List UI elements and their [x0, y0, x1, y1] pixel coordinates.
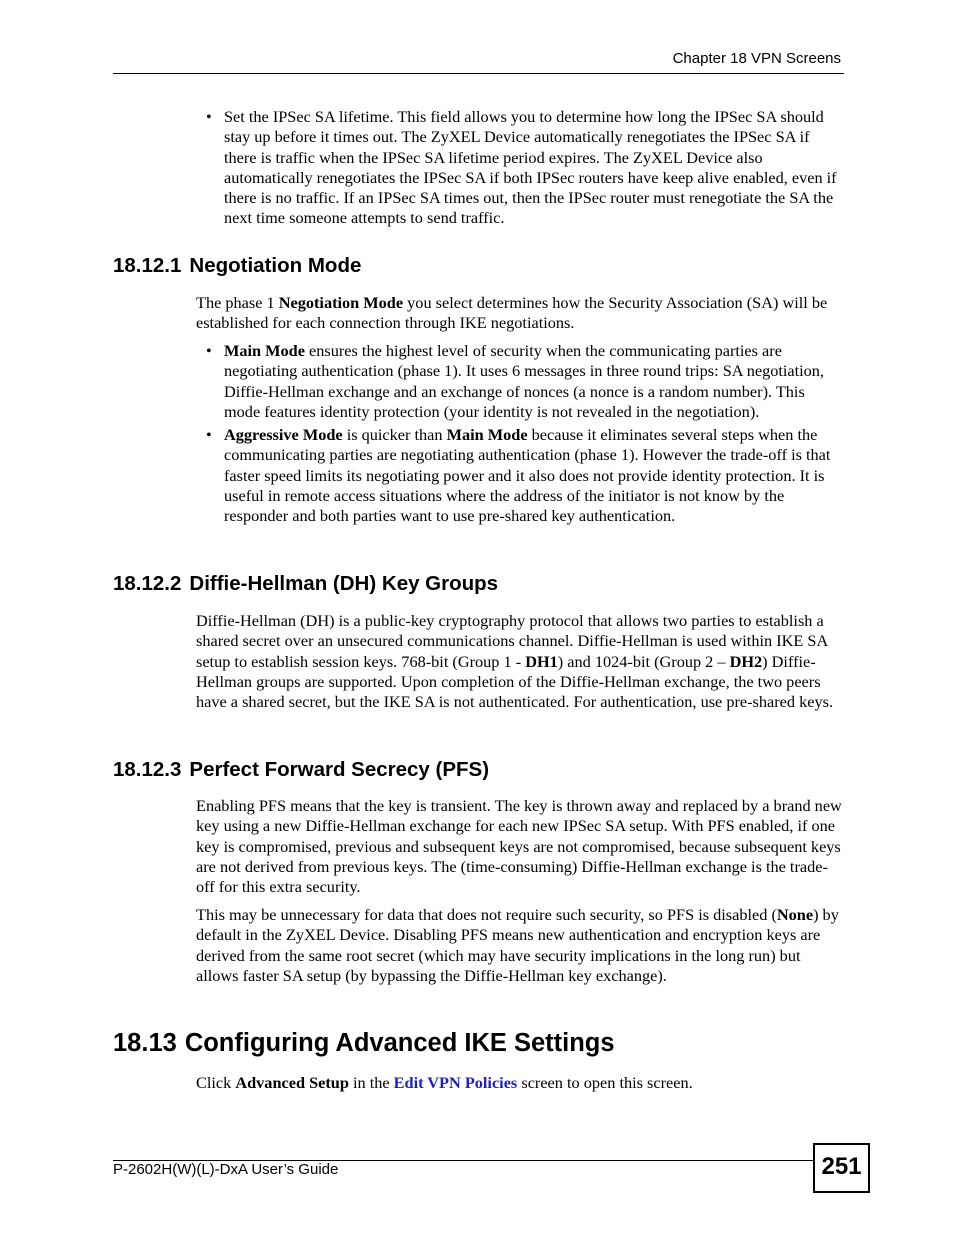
bold-term: Negotiation Mode	[278, 293, 404, 312]
text-run: The phase 1	[196, 293, 279, 312]
bold-term: DH2	[729, 651, 763, 671]
page-number: 251	[813, 1143, 870, 1193]
bold-term: Advanced Setup	[235, 1073, 349, 1092]
section-heading-pfs	[113, 758, 489, 782]
section-title: Diffie-Hellman (DH) Key Groups	[189, 572, 499, 595]
section-title: Configuring Advanced IKE Settings	[184, 1029, 615, 1057]
text-run: because it eliminates several steps when the communicating parties are negotiating authentication (phase 1). However the trade-off is that faster speed limits its negotiating power and it also does not provide identity protection. It is useful in remote access situations where the address of the initiator is not know by the responder and both parties want to use pre-shared key authentication.	[224, 425, 831, 526]
paragraph	[196, 293, 844, 334]
paragraph	[196, 905, 844, 986]
edit-vpn-policies-link[interactable]: Edit VPN Policies	[393, 1073, 518, 1092]
bold-term: Aggressive Mode	[224, 425, 343, 445]
bullet-icon: •	[206, 425, 212, 445]
section-heading-dh-key-groups	[113, 572, 498, 596]
bold-term: DH1	[525, 651, 558, 671]
paragraph: Enabling PFS means that the key is transient. The key is thrown away and replaced by a brand new key using a new Diffie-Hellman exchange for each new IPSec SA setup. With PFS enabled, if one key is compromised, previous and subsequent keys are not compromised, because subsequent keys are not derived from previous keys. The (time-consuming) Diffie-Hellman exchange is the trade-off for this extra security.	[196, 796, 842, 897]
bold-term: Main Mode	[446, 425, 528, 445]
text-run: ) Diffie-Hellman groups are supported. Upon completion of the Diffie-Hellman exchange, the two peers have a shared secret, but the IKE SA is not authenticated. For authentication, use pre-shared keys.	[196, 651, 834, 712]
section-heading-advanced-ike	[113, 1028, 615, 1058]
paragraph	[196, 1073, 844, 1093]
intro-bullet-list	[196, 107, 844, 229]
text-run: ) and 1024-bit (Group 2 –	[557, 651, 730, 671]
bold-term: None	[776, 905, 814, 924]
text-run: Diffie-Hellman (DH) is a public-key cryptography protocol that allows two parties to establish a shared secret over an unsecured communications channel. Diffie-Hellman is used within IKE SA setup to establish session keys. 768-bit (Group 1 -	[196, 611, 828, 671]
text-run: ensures the highest level of security when the communicating parties are negotiating authentication (phase 1). It uses 6 messages in three round trips: SA negotiation, Diffie-Hellman exchange and an exchange of nonces (a nonce is a random number). This mode features identity protection (your identity is not revealed in the negotiation).	[224, 341, 825, 421]
mode-bullet-list	[196, 341, 844, 527]
guide-title: P-2602H(W)(L)-DxA User’s Guide	[113, 1161, 339, 1178]
text-run: ) by default in the ZyXEL Device. Disabling PFS means new authentication and encryption keys are derived from the same root secret (which may have security implications in the long run) but allows faster SA setup (by bypassing the Diffie-Hellman key exchange).	[196, 905, 839, 985]
section-number: 18.13	[113, 1029, 177, 1057]
section-number: 18.12.1	[113, 254, 182, 277]
list-item	[196, 341, 844, 422]
chapter-header: Chapter 18 VPN Screens	[672, 50, 841, 67]
bullet-text: Set the IPSec SA lifetime. This field allows you to determine how long the IPSec SA should stay up before it times out. The ZyXEL Device automatically renegotiates the IPSec SA if there is traffic when the IPSec SA lifetime period expires. The ZyXEL Device also automatically renegotiates the IPSec SA if both IPSec routers have keep alive enabled, even if there is no traffic. If an IPSec SA times out, then the IPSec router must renegotiate the SA the next time someone attempts to send traffic.	[224, 107, 837, 228]
section-number: 18.12.3	[113, 758, 182, 781]
text-run: in the	[348, 1073, 394, 1092]
list-item	[196, 425, 844, 526]
section-title: Perfect Forward Secrecy (PFS)	[189, 758, 490, 781]
bold-term: Main Mode	[224, 341, 305, 360]
list-item	[196, 107, 844, 229]
section-heading-negotiation-mode	[113, 254, 361, 278]
bullet-icon: •	[206, 341, 212, 360]
text-run: is quicker than	[342, 425, 447, 445]
text-run: This may be unnecessary for data that does not require such security, so PFS is disabled (	[196, 905, 777, 924]
text-run: Click	[196, 1073, 236, 1092]
text-run: you select determines how the Security Association (SA) will be established for each connection through IKE negotiations.	[196, 293, 828, 333]
bullet-icon: •	[206, 107, 212, 126]
section-number: 18.12.2	[113, 572, 182, 595]
paragraph	[196, 611, 844, 712]
text-run: screen to open this screen.	[517, 1073, 693, 1092]
section-title: Negotiation Mode	[189, 254, 362, 277]
header-rule	[113, 73, 844, 74]
